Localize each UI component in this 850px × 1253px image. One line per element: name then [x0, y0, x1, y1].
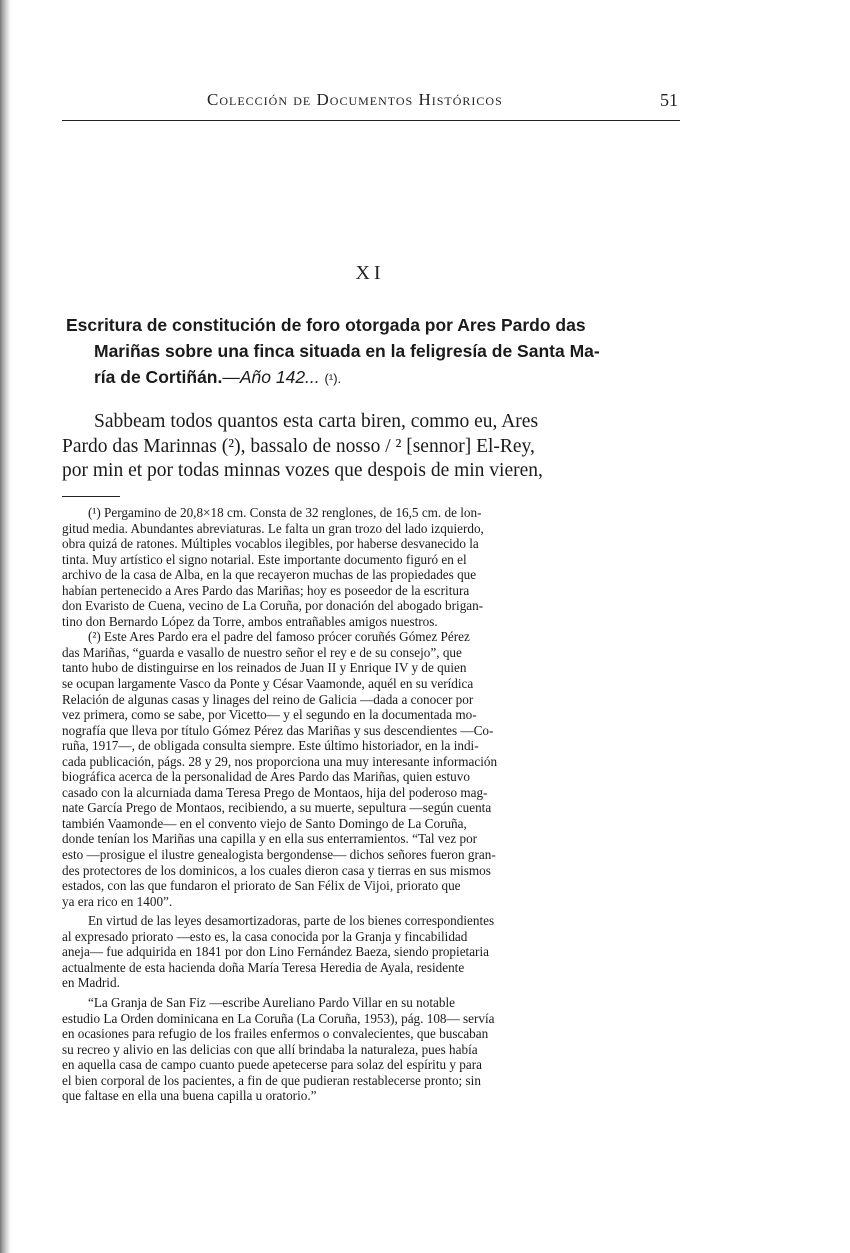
- footnote-line: obra quizá de ratones. Múltiples vocablos ilegibles, por haberse desvanecido la: [62, 536, 479, 552]
- footnote-line: vez primera, como se sabe, por Vicetto— y el segundo en la documentada mo-: [62, 707, 477, 723]
- page-header: [62, 88, 680, 121]
- title-line: [66, 364, 678, 392]
- footnote-line: actualmente de esta hacienda doña María Teresa Heredia de Ayala, residente: [62, 959, 465, 975]
- footnote-line: ruña, 1917—, de obligada consulta siempre. Este último historiador, en la indi-: [62, 738, 479, 754]
- footnote-line: casado con la alcurniada dama Teresa Prego de Montaos, hija del poderoso mag-: [62, 784, 488, 800]
- footnote-line: estados, con las que fundaron el priorato de San Félix de Vijoi, priorato que: [62, 878, 461, 894]
- body-line: por min et por todas minnas vozes que despois de min vieren,: [62, 460, 543, 481]
- running-head: Colección de Documentos Históricos: [207, 90, 503, 109]
- footnote-line: habían pertenecido a Ares Pardo das Mariñas; hoy es poseedor de la escritura: [62, 582, 470, 598]
- footnote-line: esto —prosigue el ilustre genealogista bergondense— dichos señores fueron gran-: [62, 847, 496, 863]
- title-year: —Año 142...: [222, 367, 320, 387]
- footnote-line: tinta. Muy artístico el signo notarial. Este importante documento figuró en el: [62, 551, 467, 567]
- footnote-line: En virtud de las leyes desamortizadoras, parte de los bienes correspondientes: [88, 913, 495, 929]
- title-line: Mariñas sobre una finca situada en la feligresía de Santa Ma-: [94, 341, 600, 361]
- footnote-ref: (¹).: [324, 371, 342, 386]
- footnotes: [62, 505, 674, 1104]
- footnote-line: (²) Este Ares Pardo era el padre del famoso prócer coruñés Gómez Pérez: [88, 629, 470, 645]
- footnote-line: que faltase en ella una buena capilla u oratorio.”: [62, 1088, 317, 1104]
- footnote-line: gitud media. Abundantes abreviaturas. Le falta un gran trozo del lado izquierdo,: [62, 520, 484, 536]
- document-title: [66, 312, 678, 392]
- body-line: Pardo das Marinnas (²), bassalo de nosso / ² [sennor] El-Rey,: [62, 435, 535, 457]
- footnote-line: su recreo y alivio en las delicias con que allí brindaba la naturaleza, pues había: [62, 1041, 478, 1057]
- footnote-line: donde tenían los Mariñas una capilla y en ella sus enterramientos. “Tal vez por: [62, 831, 478, 847]
- footnote-line: al expresado priorato —esto es, la casa conocida por la Granja y fincabilidad: [62, 928, 468, 944]
- footnote-line: en ocasiones para refugio de los frailes enfermos o convalecientes, que buscaban: [62, 1026, 489, 1042]
- footnote-line: también Vaamonde— en el convento viejo de Santo Domingo de La Coruña,: [62, 815, 467, 831]
- footnote-line: nate García Prego de Montaos, recibiendo, a su muerte, sepultura —según cuenta: [62, 800, 492, 816]
- footnote-line: ya era rico en 1400”.: [62, 893, 173, 909]
- body-line: Sabbeam todos quantos esta carta biren, commo eu, Ares: [94, 411, 539, 432]
- footnote-line: Relación de algunas casas y linages del reino de Galicia —dada a conocer por: [62, 691, 474, 707]
- page-number: 51: [660, 90, 678, 110]
- footnote-line: “La Granja de San Fiz —escribe Aureliano Pardo Villar en su notable: [88, 994, 456, 1010]
- footnote-line: don Evaristo de Cuena, vecino de La Coruña, por donación del abogado brigan-: [62, 598, 484, 614]
- chapter-numeral: XI: [355, 262, 385, 284]
- footnote-line: des protectores de los dominicos, a los cuales dieron casa y tierras en sus mismos: [62, 862, 491, 878]
- title-text: ría de Cortiñán.: [94, 367, 223, 387]
- footnote-line: el bien corporal de los pacientes, a fin de que pudieran restablecerse pronto; sin: [62, 1072, 481, 1088]
- document-body: [62, 410, 680, 484]
- footnote-line: nografía que lleva por título Gómez Pérez das Mariñas y sus descendientes —Co-: [62, 722, 494, 738]
- footnote-line: cada publicación, págs. 28 y 29, nos proporciona una muy interesante información: [62, 753, 498, 769]
- footnote-separator: [62, 496, 120, 497]
- footnote-line: archivo de la casa de Alba, en la que recayeron muchas de las propiedades que: [62, 567, 477, 583]
- footnote-line: estudio La Orden dominicana en La Coruña (La Coruña, 1953), pág. 108— servía: [62, 1010, 495, 1026]
- footnote-line: (¹) Pergamino de 20,8×18 cm. Consta de 32 renglones, de 16,5 cm. de lon-: [88, 505, 482, 520]
- footnote-line: das Mariñas, “guarda e vasallo de nuestro señor el rey e de su consejo”, que: [62, 644, 462, 660]
- footnote-line: en aquella casa de campo cuanto puede apetecerse para solaz del espíritu y para: [62, 1057, 482, 1073]
- footnote-line: tino don Bernardo López da Torre, ambos entrañables amigos nuestros.: [62, 613, 438, 629]
- title-line: Escritura de constitución de foro otorgada por Ares Pardo das: [66, 315, 586, 335]
- scanned-page-edge: [0, 0, 11, 1253]
- footnote-line: tanto hubo de distinguirse en los reinados de Juan II y Enrique IV y de quien: [62, 660, 467, 676]
- footnote-line: aneja— fue adquirida en 1841 por don Lino Fernández Baeza, siendo propietaria: [62, 944, 489, 960]
- footnote-line: en Madrid.: [62, 975, 120, 991]
- footnote-line: biográfica acerca de la personalidad de Ares Pardo das Mariñas, quien estuvo: [62, 769, 470, 785]
- footnote-line: se ocupan largamente Vasco da Ponte y César Vaamonde, aquél en su verídica: [62, 676, 474, 692]
